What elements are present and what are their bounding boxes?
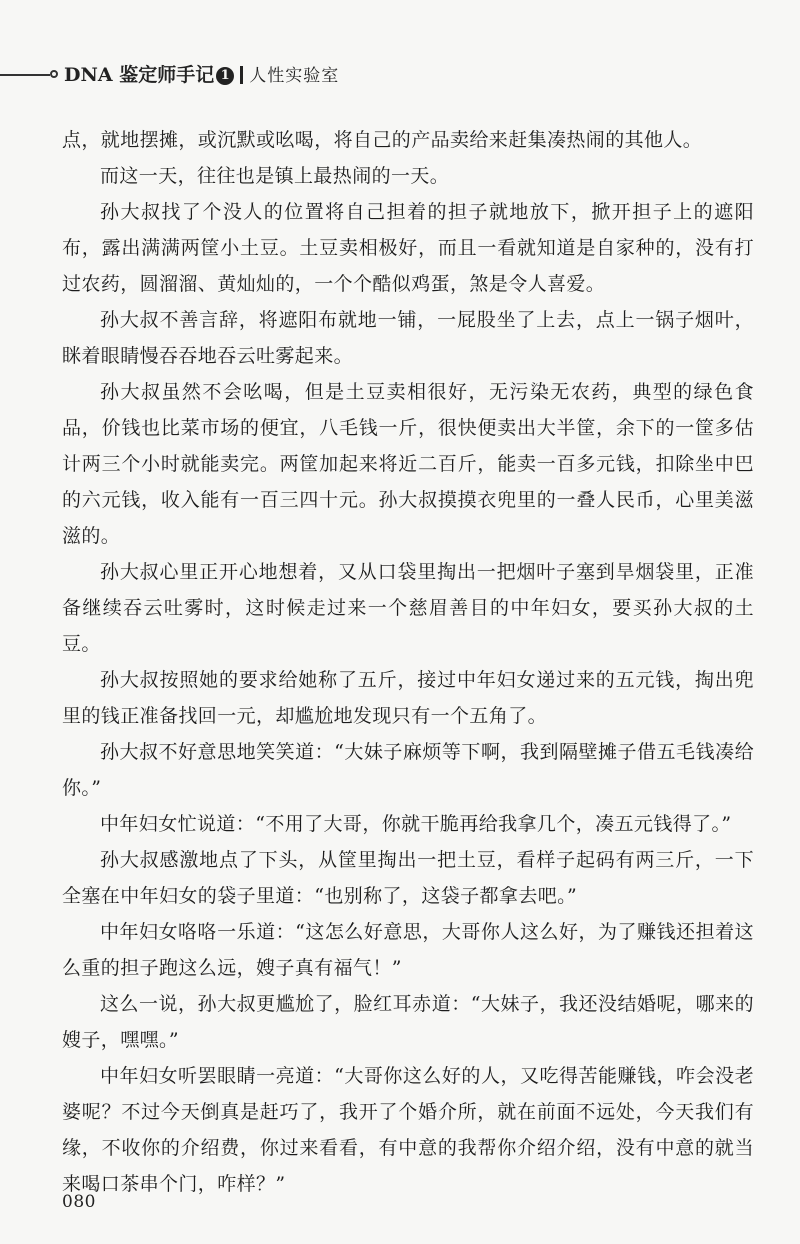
book-title [64,60,339,90]
running-header [0,60,800,90]
paragraph: 孙大叔不好意思地笑笑道：“大妹子麻烦等下啊，我到隔壁摊子借五毛钱凑给你。” [62,741,754,799]
body-text [62,122,754,1202]
paragraph: 中年妇女忙说道：“不用了大哥，你就干脆再给我拿几个，凑五元钱得了。” [100,813,732,835]
header-circle-marker [50,70,58,78]
paragraph: 中年妇女听罢眼睛一亮道：“大哥你这么好的人，又吃得苦能赚钱，咋会没老婆呢？不过今天倒真是赶巧了，我开了个婚介所，就在前面不远处，今天我们有缘，不收你的介绍费，你过来看看，有中意的我帮你介绍介绍，没有中意的就当来喝口茶串个门，咋样？” [62,1065,754,1195]
page-number: 080 [62,1192,96,1212]
header-separator [240,66,243,84]
paragraph: 而这一天，往往也是镇上最热闹的一天。 [100,165,450,187]
paragraph: 孙大叔按照她的要求给她称了五斤，接过中年妇女递过来的五元钱，掏出兜里的钱正准备找回一元，却尴尬地发现只有一个五角了。 [62,669,754,727]
paragraph: 孙大叔找了个没人的位置将自己担着的担子就地放下，掀开担子上的遮阳布，露出满满两筐小土豆。土豆卖相极好，而且一看就知道是自家种的，没有打过农药，圆溜溜、黄灿灿的，一个个酷似鸡蛋，煞是令人喜爱。 [62,201,754,295]
paragraph: 孙大叔虽然不会吆喝，但是土豆卖相很好，无污染无农药，典型的绿色食品，价钱也比菜市场的便宜，八毛钱一斤，很快便卖出大半筐，余下的一筐多估计两三个小时就能卖完。两筐加起来将近二百斤，能卖一百多元钱，扣除坐中巴的六元钱，收入能有一百三四十元。孙大叔摸摸衣兜里的一叠人民币，心里美滋滋的。 [62,381,754,547]
paragraph: 孙大叔心里正开心地想着，又从口袋里掏出一把烟叶子塞到旱烟袋里，正准备继续吞云吐雾时，这时候走过来一个慈眉善目的中年妇女，要买孙大叔的土豆。 [62,561,754,655]
volume-badge: 1 [216,67,234,85]
paragraph: 孙大叔感激地点了下头，从筐里掏出一把土豆，看样子起码有两三斤，一下全塞在中年妇女的袋子里道：“也别称了，这袋子都拿去吧。” [62,849,754,907]
paragraph: 孙大叔不善言辞，将遮阳布就地一铺，一屁股坐了上去，点上一锅子烟叶，眯着眼睛慢吞吞地吞云吐雾起来。 [62,309,754,367]
book-title-text: DNA 鉴定师手记 [64,64,215,86]
paragraph: 点，就地摆摊，或沉默或吆喝，将自己的产品卖给来赶集凑热闹的其他人。 [62,129,703,151]
header-rule [0,74,50,76]
paragraph: 这么一说，孙大叔更尴尬了，脸红耳赤道：“大妹子，我还没结婚呢，哪来的嫂子，嘿嘿。” [62,993,754,1051]
paragraph: 中年妇女咯咯一乐道：“这怎么好意思，大哥你人这么好，为了赚钱还担着这么重的担子跑这么远，嫂子真有福气！” [62,921,754,979]
book-subtitle: 人性实验室 [249,66,340,86]
